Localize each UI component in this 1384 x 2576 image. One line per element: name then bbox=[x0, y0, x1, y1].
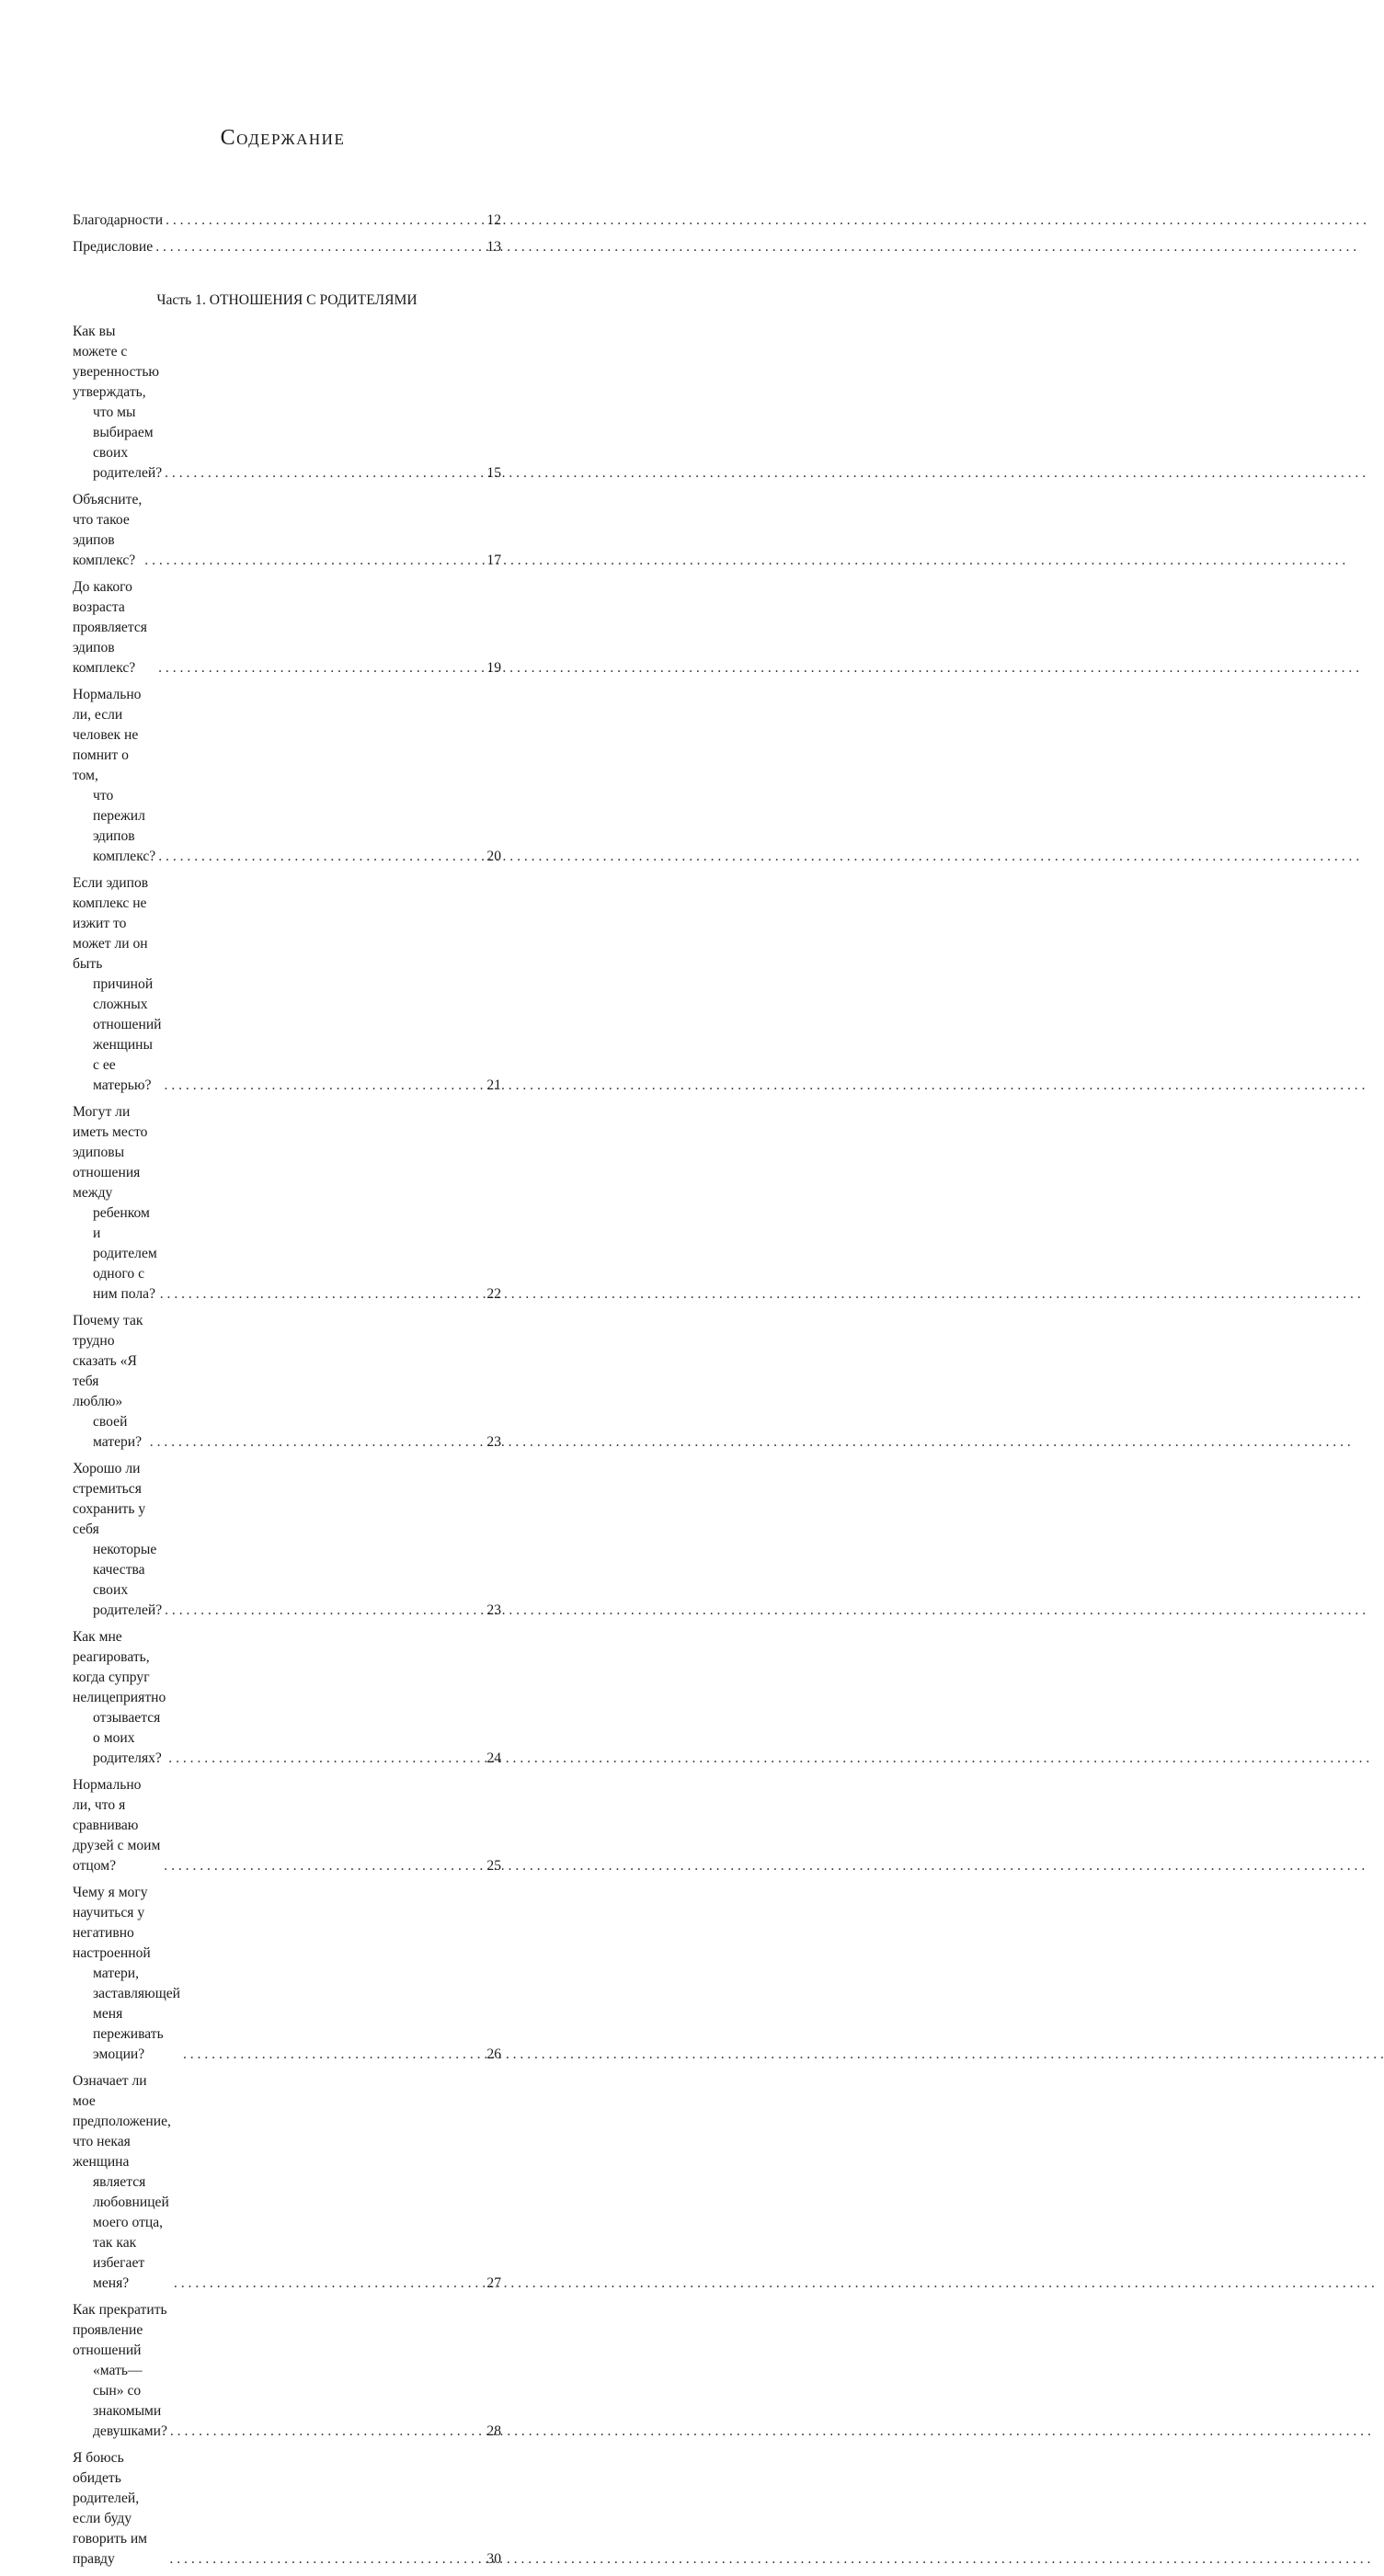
toc-entry[interactable] bbox=[73, 2300, 501, 2442]
toc-entry-line: матери, заставляющей меня переживать эмоции? bbox=[93, 1966, 180, 2062]
toc-entry[interactable] bbox=[73, 685, 501, 867]
toc-page-number: 13 bbox=[486, 239, 501, 255]
toc-page-number: 25 bbox=[486, 1858, 501, 1874]
toc-page-number: 17 bbox=[486, 553, 501, 568]
dot-leader bbox=[170, 2422, 485, 2442]
toc-entry-line: Я боюсь обидеть родителей, если буду говорить им правду bbox=[73, 2450, 148, 2567]
toc-entry-line: ребенком и родителем одного с ним пола? bbox=[93, 1205, 157, 1302]
dot-leader bbox=[174, 2274, 484, 2294]
toc-entry-line: что мы выбираем своих родителей? bbox=[93, 405, 163, 481]
toc-entry[interactable] bbox=[73, 2448, 501, 2570]
toc-entry-title bbox=[73, 1883, 180, 2065]
toc-entry[interactable] bbox=[73, 237, 501, 257]
toc-entry-title bbox=[73, 1775, 161, 1876]
toc-entry-title bbox=[73, 1459, 162, 1621]
toc-page-number: 22 bbox=[486, 1286, 501, 1302]
toc-entry-line: с ее матерью? bbox=[93, 1057, 152, 1093]
section-heading: Часть 1. ОТНОШЕНИЯ С РОДИТЕЛЯМИ bbox=[156, 292, 417, 308]
dot-leader bbox=[160, 1284, 485, 1305]
toc-entry-line: Предисловие bbox=[73, 239, 154, 255]
dot-leader bbox=[166, 211, 484, 231]
dot-leader bbox=[144, 551, 484, 571]
toc-entry-line: Означает ли мое предположение, что некая женщина bbox=[73, 2073, 171, 2170]
dot-leader bbox=[150, 1432, 485, 1453]
dot-leader bbox=[155, 237, 484, 257]
toc-page-number: 19 bbox=[486, 660, 501, 676]
toc-entry-line: Нормально ли, если человек не помнит о том, bbox=[73, 687, 142, 783]
toc-entry-line: Могут ли иметь место эдиповы отношения между bbox=[73, 1104, 148, 1201]
toc-entry-title bbox=[73, 322, 162, 484]
toc-entry-line: «мать—сын» со знакомыми девушками? bbox=[93, 2363, 167, 2439]
table-of-contents bbox=[73, 211, 501, 2576]
toc-entry[interactable] bbox=[73, 322, 501, 484]
toc-entry-line: Чему я могу научиться у негативно настроенной bbox=[73, 1885, 151, 1961]
toc-page-number: 23 bbox=[486, 1434, 501, 1450]
toc-entry[interactable] bbox=[73, 490, 501, 571]
toc-page-number: 20 bbox=[486, 849, 501, 864]
toc-entry-title bbox=[73, 1311, 147, 1453]
toc-entry-line: Хорошо ли стремиться сохранить у себя bbox=[73, 1461, 146, 1537]
toc-page-number: 12 bbox=[486, 212, 501, 228]
toc-entry-line: Нормально ли, что я сравниваю друзей с моим отцом? bbox=[73, 1777, 161, 1874]
toc-entry-line: Объясните, что такое эдипов комплекс? bbox=[73, 492, 143, 568]
toc-page-number: 27 bbox=[486, 2275, 501, 2291]
toc-entry-title bbox=[73, 490, 142, 571]
toc-entry-title bbox=[73, 2448, 166, 2570]
toc-page-number: 24 bbox=[486, 1750, 501, 1766]
dot-leader bbox=[164, 1856, 484, 1876]
toc-entry[interactable] bbox=[73, 577, 501, 678]
toc-entry[interactable] bbox=[73, 1627, 501, 1769]
toc-page-number: 30 bbox=[486, 2551, 501, 2567]
toc-entry-line: что пережил эдипов комплекс? bbox=[93, 788, 156, 864]
toc-entry-title bbox=[73, 2071, 171, 2294]
toc-entry[interactable] bbox=[73, 1102, 501, 1305]
toc-entry[interactable] bbox=[73, 1775, 501, 1876]
toc-page-number: 26 bbox=[486, 2046, 501, 2062]
toc-entry[interactable] bbox=[73, 1883, 501, 2065]
toc-entry-line: Как вы можете с уверенностью утверждать, bbox=[73, 324, 160, 400]
dot-leader bbox=[158, 658, 484, 678]
toc-entry[interactable] bbox=[73, 1459, 501, 1621]
toc-entry-title bbox=[73, 2300, 167, 2442]
toc-entry-title bbox=[73, 873, 162, 1096]
dot-leader bbox=[165, 1601, 484, 1621]
toc-page-number: 28 bbox=[486, 2423, 501, 2439]
dot-leader bbox=[169, 2549, 484, 2570]
dot-leader bbox=[158, 847, 484, 867]
dot-leader bbox=[183, 2045, 484, 2065]
toc-entry-line: отзывается о моих родителях? bbox=[93, 1710, 162, 1766]
toc-entry-line: некоторые качества своих родителей? bbox=[93, 1542, 163, 1618]
toc-entry-title bbox=[73, 237, 153, 257]
dot-leader bbox=[165, 463, 484, 484]
dot-leader bbox=[165, 1076, 485, 1096]
toc-entry-line: меня? bbox=[93, 2275, 130, 2291]
toc-entry[interactable] bbox=[73, 873, 501, 1096]
toc-page-number: 15 bbox=[486, 465, 501, 481]
toc-entry-title bbox=[73, 1102, 157, 1305]
toc-entry-title bbox=[73, 685, 155, 867]
toc-entry-line: До какого возраста проявляется эдипов комплекс? bbox=[73, 579, 147, 676]
toc-entry-line: Благодарности bbox=[73, 212, 164, 228]
toc-entry-line: является любовницей моего отца, так как избегает bbox=[93, 2174, 169, 2271]
toc-entry-line: Почему так трудно сказать «Я тебя люблю» bbox=[73, 1313, 143, 1409]
toc-page-number: 21 bbox=[486, 1077, 501, 1093]
toc-entry-line: Если эдипов комплекс не изжит то может ли он быть bbox=[73, 875, 149, 972]
toc-entry[interactable] bbox=[73, 1311, 501, 1453]
toc-entry-line: Как прекратить проявление отношений bbox=[73, 2302, 167, 2358]
toc-entry-line: своей матери? bbox=[93, 1414, 143, 1450]
dot-leader bbox=[168, 1749, 484, 1769]
toc-entry-line: Как мне реагировать, когда супруг нелицеприятно bbox=[73, 1629, 166, 1705]
toc-entry[interactable] bbox=[73, 2071, 501, 2294]
toc-entry-line: причиной сложных отношений женщины bbox=[93, 976, 162, 1053]
page-title: Содержание bbox=[220, 126, 346, 150]
toc-entry-title bbox=[73, 211, 163, 231]
toc-entry-title bbox=[73, 577, 155, 678]
toc-page-number: 23 bbox=[486, 1602, 501, 1618]
toc-entry-title bbox=[73, 1627, 166, 1769]
toc-entry[interactable] bbox=[73, 211, 501, 231]
